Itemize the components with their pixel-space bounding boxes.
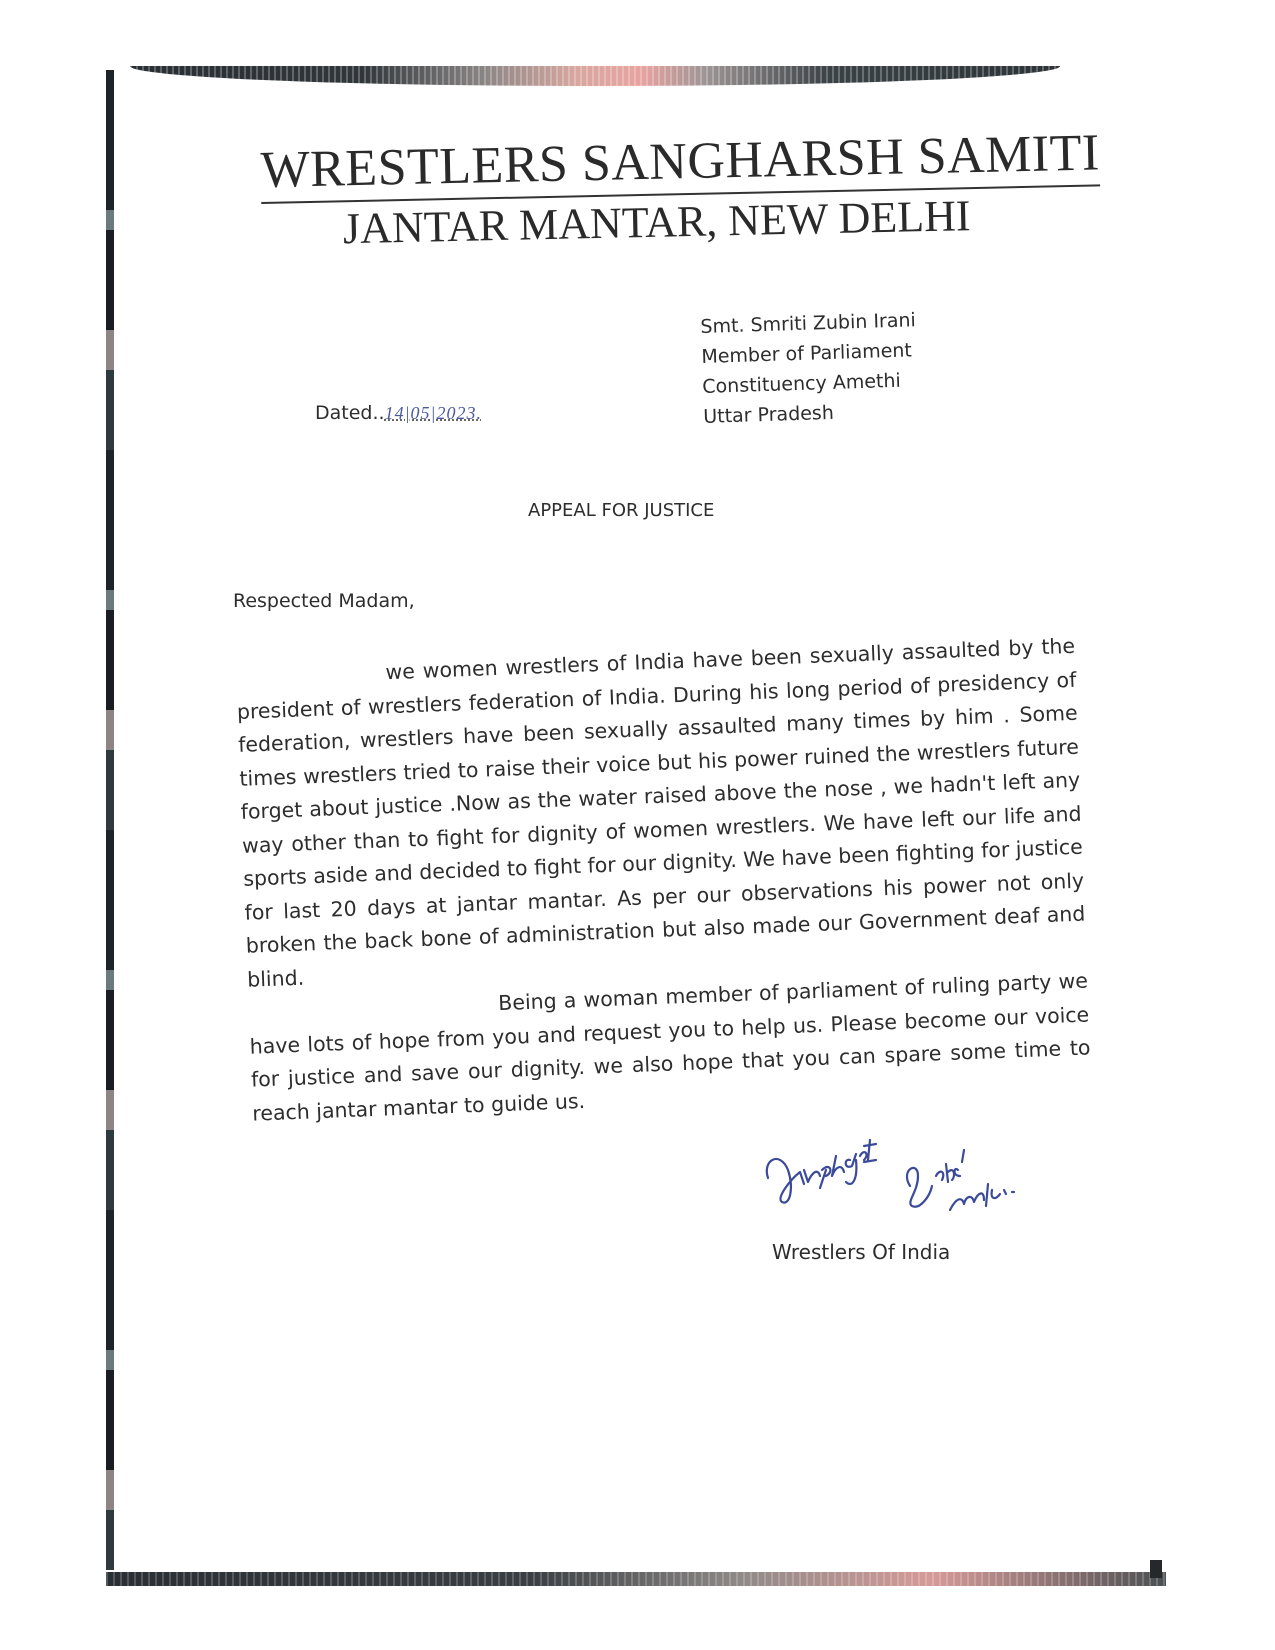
letterhead	[260, 124, 1101, 258]
handwritten-date: 14|05|2023.	[384, 403, 482, 423]
fabric-backdrop-top	[130, 66, 1060, 86]
fabric-backdrop-corner	[1150, 1560, 1162, 1578]
organization-name: WRESTLERS SANGHARSH SAMITI	[260, 124, 1100, 204]
signature-1-stroke	[767, 1159, 820, 1203]
signature-image	[760, 1110, 1060, 1240]
fabric-backdrop-bottom	[106, 1572, 1166, 1586]
body-paragraph-1: we women wrestlers of India have been sexually assaulted by the president of wrestlers federation of India. During his long period of presidency of federation, wrestlers have been sexually assaulted many times by him . Some times wrestlers tried to raise their voice but his power ruined the wrestlers future forget about justice .Now as the water raised above the nose , we hadn't left any way other than to fight for dignity of women wrestlers. We have left our life and sports aside and decided to fight for our dignity. We have been fighting for justice for last 20 days at jantar mantar. As per our observations his power not only broken the back bone of administration but also made our Government deaf and blind.	[236, 633, 1086, 992]
recipient-constituency: Constituency Amethi	[702, 369, 902, 398]
body-paragraph-2: Being a woman member of parliament of ruling party we have lots of hope from you and request you to help us. Please become our voice for justice and save our dignity. we also hope that you can spare some time to reach jantar mantar to guide us.	[249, 968, 1091, 1126]
signature-2-stroke	[907, 1150, 964, 1207]
signature-1-phogat	[820, 1140, 876, 1188]
letter-subject: APPEAL FOR JUSTICE	[528, 500, 715, 521]
organization-location: JANTAR MANTAR, NEW DELHI	[342, 191, 972, 254]
handwritten-signatures	[760, 1110, 1060, 1240]
date-label: Dated..	[315, 402, 385, 424]
recipient-state: Uttar Pradesh	[702, 401, 835, 428]
sign-off: Wrestlers Of India	[772, 1240, 951, 1264]
salutation: Respected Madam,	[233, 590, 415, 612]
fabric-backdrop-left	[106, 70, 114, 1570]
recipient-name: Smt. Smriti Zubin Irani	[700, 309, 917, 338]
letter-body	[235, 630, 1092, 1131]
signature-2-malik	[950, 1184, 1014, 1210]
date-line	[315, 402, 482, 424]
recipient-address	[700, 305, 919, 432]
recipient-title: Member of Parliament	[701, 339, 913, 368]
